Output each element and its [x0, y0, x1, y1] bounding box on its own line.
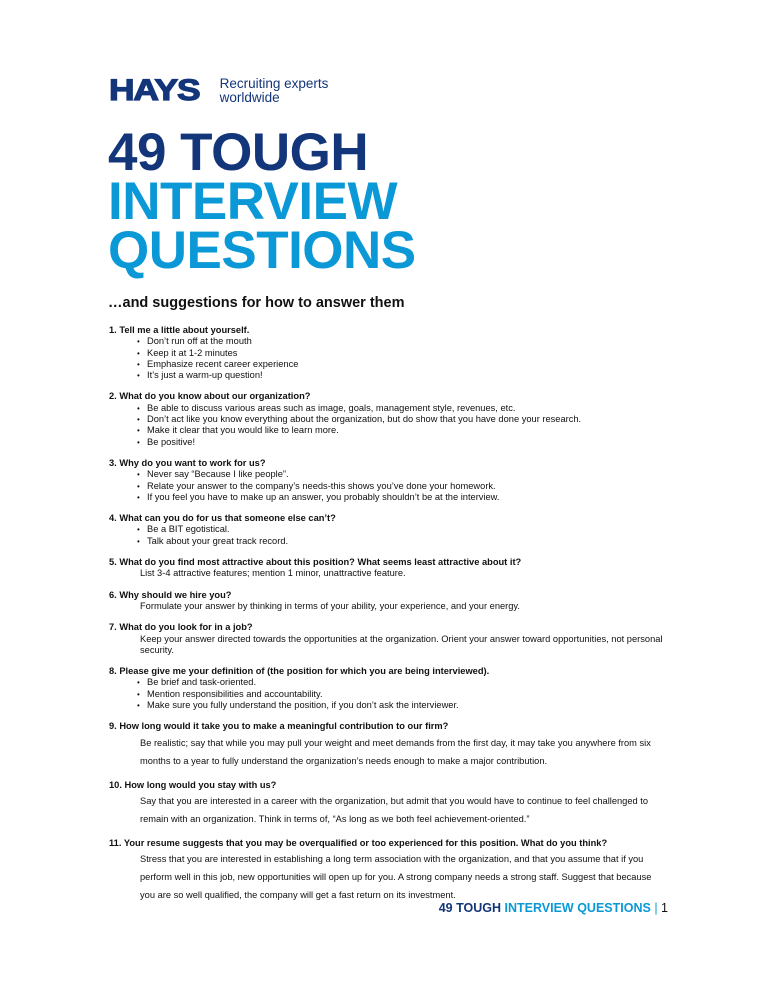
- question-item: [109, 458, 669, 503]
- page-title: [108, 123, 416, 280]
- title-line-3: QUESTIONS: [108, 221, 416, 280]
- bullet-item: • Mention responsibilities and accountability.: [147, 689, 669, 700]
- question-heading: 7. What do you look for in a job?: [109, 622, 253, 633]
- question-item: [109, 838, 669, 904]
- hays-logo: [109, 76, 328, 106]
- answer-text: Keep your answer directed towards the opportunities at the organization. Orient your answer toward opportunities, not personal security.: [140, 633, 663, 655]
- subtitle: …and suggestions for how to answer them: [108, 295, 405, 311]
- footer-title-part1: 49 TOUGH: [438, 901, 502, 915]
- bullet-item: • Be a BIT egotistical.: [147, 524, 669, 535]
- question-heading: 8. Please give me your definition of (the position for which you are being interviewed).: [109, 666, 490, 677]
- page-footer: [439, 901, 668, 915]
- question-heading: 11. Your resume suggests that you may be overqualified or too experienced for this position. What do you think?: [109, 837, 608, 848]
- answer-bullets: [109, 677, 669, 711]
- bullet-item: • Be brief and task-oriented.: [147, 677, 669, 688]
- question-item: [109, 622, 669, 656]
- bullet-item: • It’s just a warm-up question!: [147, 370, 669, 381]
- answer-text: Be realistic; say that while you may pull your weight and meet demands from the first day, it may take you anywhere from six months to a year to fully understand the organization’s needs enough to make a major contribution.: [140, 737, 651, 766]
- question-item: [109, 780, 669, 828]
- logo-wordmark: HAYS: [109, 74, 200, 107]
- question-item: [109, 721, 669, 769]
- bullet-item: • Keep it at 1-2 minutes: [147, 348, 669, 359]
- question-heading: 1. Tell me a little about yourself.: [109, 325, 250, 335]
- bullet-item: • Never say “Because I like people”.: [147, 469, 669, 480]
- bullet-item: • If you feel you have to make up an answer, you probably shouldn’t be at the interview.: [147, 492, 669, 503]
- bullet-item: • Relate your answer to the company’s needs-this shows you’ve done your homework.: [147, 481, 669, 492]
- question-heading: 6. Why should we hire you?: [109, 589, 232, 600]
- answer-text: List 3-4 attractive features; mention 1 minor, unattractive feature.: [140, 568, 406, 579]
- logo-tagline: [220, 77, 329, 105]
- bullet-item: • Talk about your great track record.: [147, 536, 669, 547]
- question-item: [109, 513, 669, 547]
- answer-text: Formulate your answer by thinking in terms of your ability, your experience, and your energy.: [140, 600, 520, 611]
- bullet-item: • Make it clear that you would like to learn more.: [147, 425, 669, 436]
- question-heading: 4. What can you do for us that someone else can’t?: [109, 513, 336, 524]
- question-heading: 3. Why do you want to work for us?: [109, 457, 266, 468]
- answer-bullets: [109, 524, 669, 547]
- bullet-item: • Emphasize recent career experience: [147, 359, 669, 370]
- question-item: [109, 666, 669, 711]
- bullet-item: • Be able to discuss various areas such as image, goals, management style, revenues, etc.: [147, 403, 669, 414]
- title-line-2: INTERVIEW: [108, 172, 397, 231]
- answer-bullets: [109, 403, 669, 448]
- question-heading: 2. What do you know about our organization?: [109, 391, 311, 402]
- question-item: [109, 557, 669, 580]
- footer-title-part2: INTERVIEW QUESTIONS: [504, 901, 651, 915]
- question-item: [109, 325, 669, 381]
- question-heading: 5. What do you find most attractive about this position? What seems least attractive about it?: [109, 557, 522, 568]
- question-heading: 10. How long would you stay with us?: [109, 779, 277, 790]
- title-line-1: 49 TOUGH: [108, 123, 369, 182]
- footer-separator: |: [654, 901, 658, 915]
- answer-bullets: [109, 336, 669, 381]
- question-list: [109, 325, 669, 914]
- question-heading: 9. How long would it take you to make a meaningful contribution to our firm?: [109, 721, 449, 732]
- bullet-item: • Be positive!: [147, 437, 669, 448]
- bullet-item: • Make sure you fully understand the position, if you don’t ask the interviewer.: [147, 700, 669, 711]
- answer-text: Stress that you are interested in establishing a long term association with the organization, and that you assume that if you perform well in this job, new opportunities will open up for you. A strong company needs a strong staff. Suggest that because you are so well qualified, the company will get a fast return on its investment.: [140, 854, 652, 901]
- question-item: [109, 590, 669, 613]
- tagline-line-2: worldwide: [219, 90, 280, 105]
- bullet-item: • Don’t act like you know everything about the organization, but do show that you have done your research.: [147, 414, 669, 425]
- tagline-line-1: Recruiting experts: [219, 76, 329, 91]
- page-number: 1: [661, 901, 668, 915]
- question-item: [109, 391, 669, 447]
- answer-text: Say that you are interested in a career with the organization, but admit that you would have to continue to feel challenged to remain with an organization. Think in terms of, “As long as we both feel achievement-oriented.”: [140, 795, 649, 824]
- answer-bullets: [109, 469, 669, 503]
- bullet-item: • Don’t run off at the mouth: [147, 336, 669, 347]
